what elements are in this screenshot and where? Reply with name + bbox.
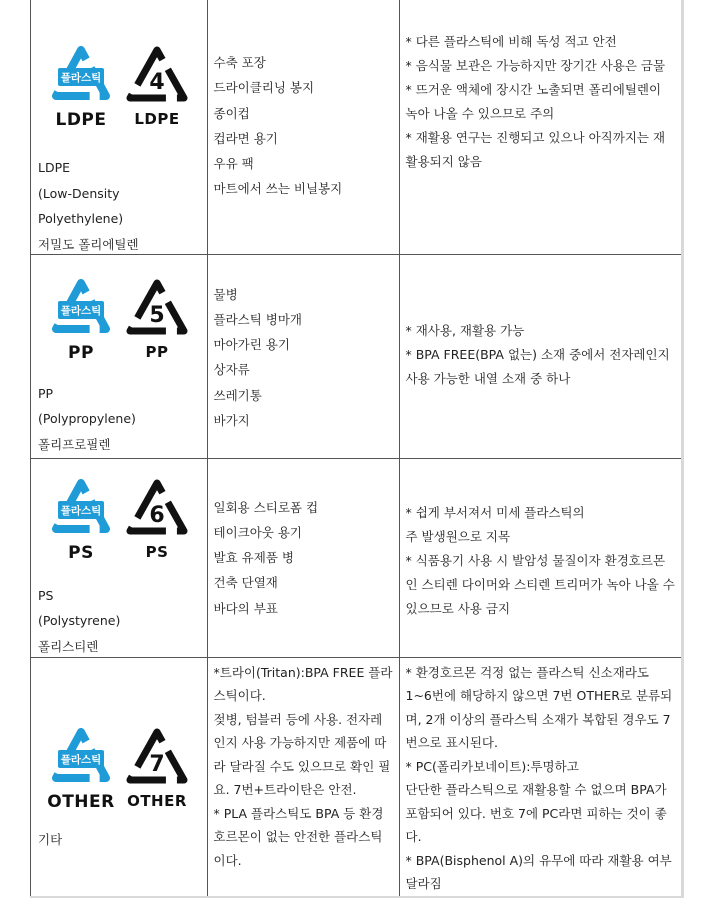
blue-recycle-arrows-icon bbox=[48, 728, 114, 790]
badge-text: 플라스틱 bbox=[60, 504, 102, 517]
use-item: 드라이클리닝 봉지 bbox=[213, 80, 315, 96]
uses-list bbox=[208, 459, 399, 621]
material-abbr: PP bbox=[38, 385, 54, 401]
black-recycle-arrows-icon bbox=[124, 279, 190, 341]
use-item: * PLA 플라스틱도 BPA 등 환경호르몬이 없는 안전한 플라스틱이다. bbox=[213, 805, 384, 868]
notes-list bbox=[400, 255, 683, 391]
note-item: 단단한 플라스틱으로 재활용할 수 없으며 BPA가 포함되어 있다. 번호 7에 PC라면 피하는 것이 좋다. bbox=[405, 782, 667, 844]
black-recycle-symbol bbox=[121, 46, 193, 130]
use-item: 수축 포장 bbox=[213, 55, 266, 70]
recycling-icons bbox=[45, 46, 193, 130]
use-item: 상자류 bbox=[213, 362, 250, 378]
note-item: * PC(폴리카보네이트):투명하고 bbox=[405, 758, 579, 774]
uses-cell bbox=[207, 0, 399, 254]
material-english-1: (Low-Density bbox=[38, 185, 120, 201]
recycling-code-table-page bbox=[30, 0, 683, 896]
table-row-ldpe bbox=[31, 0, 682, 254]
black-recycle-arrows-icon bbox=[124, 728, 190, 790]
notes-cell bbox=[399, 0, 682, 254]
badge-text: 플라스틱 bbox=[60, 753, 102, 766]
use-item: 물병 bbox=[213, 286, 238, 302]
blue-recycle-arrows-icon bbox=[48, 279, 114, 341]
uses-list bbox=[208, 0, 399, 202]
use-item: 바가지 bbox=[213, 412, 250, 428]
code-label-blue: LDPE bbox=[55, 110, 107, 130]
material-english-1: (Polystyrene) bbox=[38, 613, 121, 628]
blue-recycle-arrows-icon bbox=[48, 46, 114, 108]
code-label-black: LDPE bbox=[134, 110, 180, 128]
material-cell bbox=[31, 0, 207, 254]
blue-recycle-arrows-icon bbox=[48, 479, 114, 541]
note-item: * BPA(Bisphenol A)의 유무에 따라 재활용 여부 달라짐 bbox=[405, 852, 672, 891]
recycling-code-table bbox=[31, 0, 682, 896]
code-label-black: PS bbox=[145, 542, 169, 561]
material-korean: 폴리프로필렌 bbox=[38, 436, 111, 452]
note-item: * 음식물 보관은 가능하지만 장기간 사용은 금물 bbox=[405, 58, 666, 73]
material-abbr: PS bbox=[38, 587, 54, 603]
notes-list bbox=[400, 0, 683, 174]
recycling-icons bbox=[45, 279, 193, 363]
recycling-icons bbox=[45, 479, 193, 563]
use-item: 컵라면 용기 bbox=[213, 130, 278, 146]
use-item: 종이컵 bbox=[213, 105, 250, 121]
material-name bbox=[38, 827, 62, 853]
note-item: * 식품용기 사용 시 발암성 물질이자 환경호르몬인 스티렌 다이머와 스티렌 트리머가 녹아 나올 수 있으므로 사용 금지 bbox=[405, 552, 675, 616]
table-row-other bbox=[31, 657, 682, 896]
use-item: 건축 단열재 bbox=[213, 575, 278, 591]
material-name bbox=[38, 583, 120, 660]
use-item: 일회용 스티로폼 컵 bbox=[213, 499, 319, 515]
material-name bbox=[38, 155, 139, 257]
note-item: * 재사용, 재활용 가능 bbox=[405, 322, 525, 338]
notes-cell bbox=[399, 254, 682, 458]
code-label-black: PP bbox=[145, 342, 169, 361]
use-item: 마트에서 쓰는 비닐봉지 bbox=[213, 181, 343, 197]
note-item: * 쉽게 부서져서 미세 플라스틱의 bbox=[405, 504, 585, 520]
code-label-blue: PP bbox=[68, 342, 94, 363]
blue-recycle-symbol bbox=[45, 728, 117, 812]
black-recycle-arrows-icon bbox=[124, 46, 190, 108]
black-recycle-arrows-icon bbox=[124, 479, 190, 541]
code-label-blue: PS bbox=[68, 542, 94, 563]
note-item: * 재활용 연구는 진행되고 있으나 아직까지는 재활용되지 않음 bbox=[405, 130, 666, 169]
badge-text: 플라스틱 bbox=[60, 304, 102, 317]
code-label-black: OTHER bbox=[127, 791, 187, 810]
use-item: 마아가린 용기 bbox=[213, 337, 290, 353]
use-item: 우유 팩 bbox=[213, 156, 254, 172]
resin-number: 6 bbox=[149, 502, 165, 528]
notes-list bbox=[400, 658, 683, 896]
uses-cell bbox=[207, 254, 399, 458]
blue-recycle-symbol bbox=[45, 46, 117, 130]
material-cell bbox=[31, 657, 207, 896]
resin-number: 4 bbox=[149, 70, 165, 95]
uses-cell bbox=[207, 458, 399, 657]
resin-number: 7 bbox=[149, 751, 165, 777]
uses-list bbox=[208, 658, 399, 873]
page-shadow-right bbox=[681, 0, 684, 898]
table-row-pp bbox=[31, 254, 682, 458]
note-item: * 환경호르몬 걱정 없는 플라스틱 신소재라도 1~6번에 해당하지 않으면 7번 OTHER로 분류되며, 2개 이상의 플라스틱 소재가 복합된 경우도 7번으로 표시된다. bbox=[405, 664, 673, 750]
notes-list bbox=[400, 459, 683, 621]
material-korean: 기타 bbox=[38, 831, 63, 847]
use-item: 플라스틱 병마개 bbox=[213, 311, 302, 327]
uses-list bbox=[208, 255, 399, 434]
resin-number: 5 bbox=[149, 302, 165, 328]
use-item: 테이크아웃 용기 bbox=[213, 524, 302, 540]
material-cell bbox=[31, 254, 207, 458]
black-recycle-symbol bbox=[121, 728, 193, 812]
material-name bbox=[38, 381, 136, 458]
material-cell bbox=[31, 458, 207, 657]
recycling-icons bbox=[45, 728, 193, 812]
note-item: * 다른 플라스틱에 비해 독성 적고 안전 bbox=[405, 34, 617, 49]
use-item: 바다의 부표 bbox=[213, 600, 278, 616]
material-english-1: (Polypropylene) bbox=[38, 411, 136, 426]
blue-recycle-symbol bbox=[45, 279, 117, 363]
use-item: *트라이(Tritan):BPA FREE 플라스틱이다. bbox=[213, 664, 393, 703]
black-recycle-symbol bbox=[121, 479, 193, 563]
note-item: * 뜨거운 액체에 장시간 노출되면 폴리에틸렌이 녹아 나올 수 있으므로 주의 bbox=[405, 82, 662, 121]
use-item: 쓰레기통 bbox=[213, 387, 262, 403]
material-abbr: LDPE bbox=[38, 160, 71, 175]
material-english-2: Polyethylene) bbox=[38, 211, 124, 226]
blue-recycle-symbol bbox=[45, 479, 117, 563]
note-item: * BPA FREE(BPA 없는) 소재 중에서 전자레인지 사용 가능한 내열 소재 중 하나 bbox=[405, 346, 670, 386]
note-item: 주 발생원으로 지목 bbox=[405, 528, 511, 544]
code-label-blue: OTHER bbox=[47, 791, 115, 812]
material-korean: 저밀도 폴리에틸렌 bbox=[38, 236, 139, 252]
uses-cell bbox=[207, 657, 399, 896]
notes-cell bbox=[399, 458, 682, 657]
badge-text: 플라스틱 bbox=[60, 72, 102, 84]
use-item: 발효 유제품 병 bbox=[213, 550, 294, 566]
black-recycle-symbol bbox=[121, 279, 193, 363]
table-row-ps bbox=[31, 458, 682, 657]
notes-cell bbox=[399, 657, 682, 896]
use-item: 젖병, 텀블러 등에 사용. 전자레인지 사용 가능하지만 제품에 따라 달라질 수도 있으므로 확인 필요. 7번+트라이탄은 안전. bbox=[213, 711, 391, 797]
material-korean: 폴리스티렌 bbox=[38, 638, 99, 654]
